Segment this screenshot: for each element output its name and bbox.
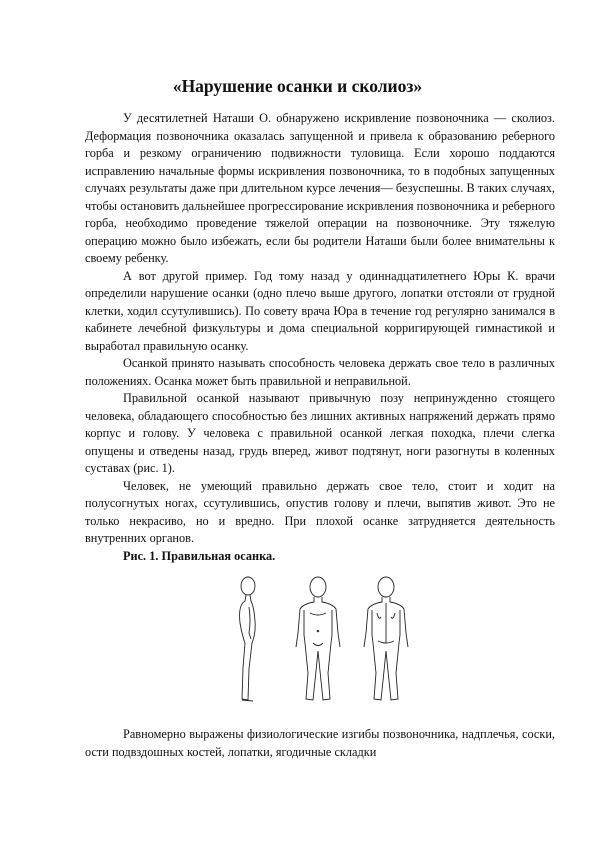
paragraph: А вот другой пример. Год тому назад у одиннадцатилетнего Юры К. врачи определили нарушение осанки (одно плечо выше другого, лопатки отстояли от грудной клетки, ходил ссутулившись). По совету врача Юра в течение год регулярно занимался в кабинете лечебной физкультуры и дома специальной корригирующей гимнастикой и выработал правильную осанку.	[85, 268, 555, 353]
bottom-text	[85, 726, 555, 761]
paragraph: Равномерно выражены физиологические изгибы позвоночника, надплечья, соски, ости подвздошных костей, лопатки, ягодичные складки	[85, 727, 555, 759]
side-view-figure	[240, 577, 256, 701]
figure-caption: Рис. 1. Правильная осанка.	[123, 548, 276, 563]
posture-illustration	[218, 573, 418, 705]
posture-figure	[218, 573, 418, 705]
back-view-figure	[364, 577, 408, 700]
paragraph: Осанкой принято называть способность человека держать свое тело в различных положениях. Осанка может быть правильной и неправильной.	[85, 356, 555, 388]
page-title: «Нарушение осанки и сколиоз»	[172, 76, 423, 96]
paragraph: У десятилетней Наташи О. обнаружено искривление позвоночника — сколиоз. Деформация позвоночника оказалась запущенной и привела к образованию реберного горба и резкому ограничению подвижности туловища. Если хорошо поддаются исправлению начальные формы искривления позвоночника, то в подобных запущенных случаях результаты даже при длительном курсе лечения— безуспешны. В таких случаях, чтобы остановить дальнейшее прогрессирование искривления позвоночника и реберного горба, необходимо проведение тяжелой операции на позвоночнике. Эту тяжелую операцию можно было избежать, если бы родители Наташи были более внимательны к своему ребенку.	[85, 111, 555, 265]
paragraph: Человек, не умеющий правильно держать свое тело, стоит и ходит на полусогнутых ногах, ссутулившись, опустив голову и плечи, выпятив живот. Это не только некрасиво, но и вредно. При плохой осанке затрудняется деятельность внутренних органов.	[85, 478, 555, 545]
paragraph: Правильной осанкой называют привычную позу непринужденно стоящего человека, обладающего способностью без лишних активных напряжений держать прямо корпус и голову. У человека с правильной осанкой легкая походка, плечи слегка опущены и отведены назад, грудь вперед, живот подтянут, ноги разогнуты в коленных суставах (рис. 1).	[85, 391, 555, 475]
document-body	[85, 110, 555, 565]
front-view-figure	[296, 577, 340, 700]
